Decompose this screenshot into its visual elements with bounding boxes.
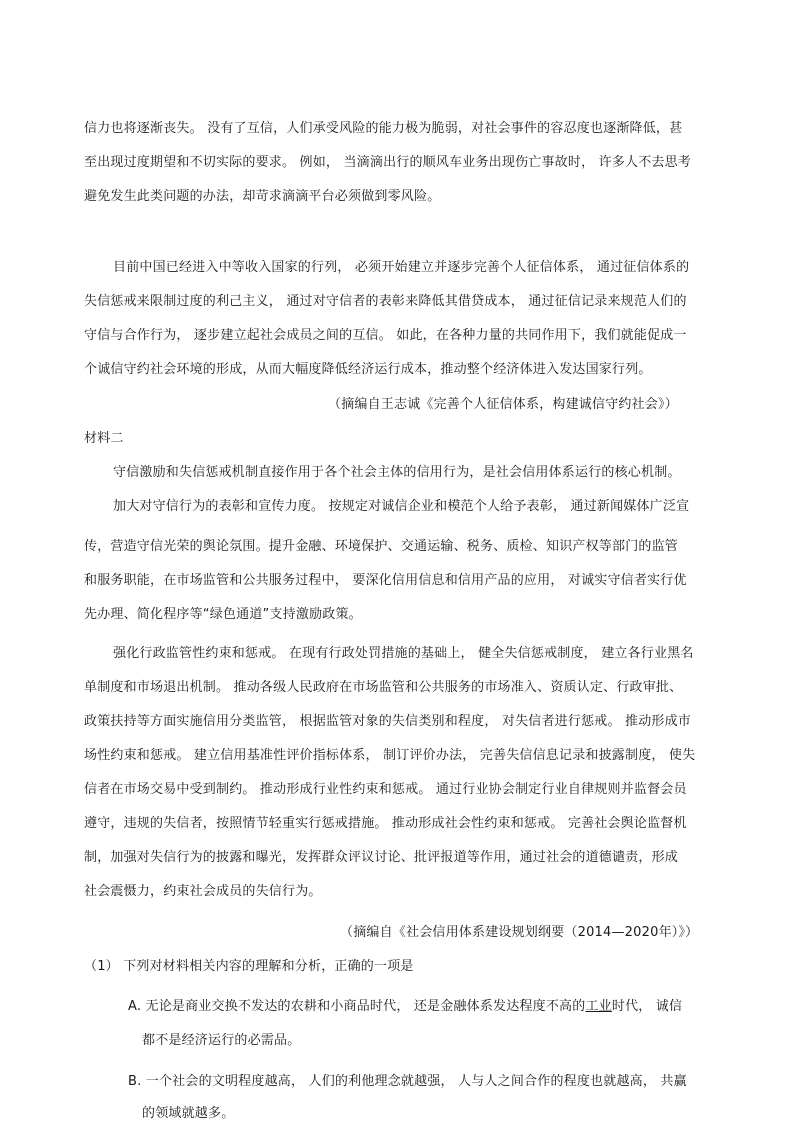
paragraph-line: 单制度和市场退出机制。 推动各级人民政府在市场监管和公共服务的市场准入、资质认定、行政审批、 (84, 680, 683, 695)
paragraph-line: 守信激励和失信惩戒机制直接作用于各个社会主体的信用行为，是社会信用体系运行的核心机制。 (113, 465, 681, 480)
paragraph-line: 场性约束和惩戒。 建立信用基准性评价指标体系， 制订评价办法， 完善失信信息记录和披露制度， 使失 (84, 748, 696, 763)
option-a-text: A. 无论是商业交换不发达的农耕和小商品时代， 还是金融体系发达程度不高的 (128, 999, 586, 1014)
paragraph-line: 强化行政监管性约束和惩戒。 在现有行政处罚措施的基础上， 健全失信惩戒制度， 建立各行业黑名 (113, 646, 694, 661)
paragraph-line: 政策扶持等方面实施信用分类监管， 根据监管对象的失信类别和程度， 对失信者进行惩戒。 推动形成市 (84, 714, 691, 729)
paragraph-line: 遵守，违规的失信者，按照情节轻重实行惩戒措施。 推动形成社会性约束和惩戒。 完善社会舆论监督机 (84, 816, 687, 831)
option-a-underlined-word: 工业 (585, 999, 612, 1014)
paragraph-line: 社会震慑力，约束社会成员的失信行为。 (84, 884, 322, 899)
source-citation: （摘编自王志诚《完善个人征信体系，构建诚信守约社会》） (328, 397, 678, 412)
paragraph-line: 失信惩戒来限制过度的利己主义， 通过对守信者的表彰来降低其借贷成本， 通过征信记录来规范人们的 (84, 294, 687, 309)
paragraph-line: 个诚信守约社会环境的形成，从而大幅度降低经济运行成本，推动整个经济体进入发达国家行列。 (84, 362, 652, 377)
option-a-line2: 都不是经济运行的必需品。 (142, 1033, 301, 1048)
option-a (128, 998, 682, 1016)
paragraph-line: 信力也将逐渐丧失。 没有了互信，人们承受风险的能力极为脆弱，对社会事件的容忍度也逐渐降低，甚 (84, 121, 683, 136)
paragraph-line: 避免发生此类问题的办法，却苛求滴滴平台必须做到零风险。 (84, 189, 441, 204)
paragraph-line: 制，加强对失信行为的披露和曝光，发挥群众评议讨论、批评报道等作用，通过社会的道德谴责，形成 (84, 850, 679, 865)
section-title: 材料二 (84, 431, 124, 446)
source-citation: （摘编自《社会信用体系建设规划纲要（2014—2020年）》） (340, 925, 699, 940)
paragraph-line: 加大对守信行为的表彰和宣传力度。 按规定对诚信企业和模范个人给予表彰， 通过新闻媒体广泛宣 (113, 499, 690, 514)
question-stem: （1） 下列对材料相关内容的理解和分析，正确的一项是 (84, 959, 414, 974)
paragraph-line: 信者在市场交易中受到制约。 推动形成行业性约束和惩戒。 通过行业协会制定行业自律规则并监督会员 (84, 782, 687, 797)
paragraph-line: 至出现过度期望和不切实际的要求。 例如， 当滴滴出行的顺风车业务出现伤亡事故时， 许多人不去思考 (84, 155, 691, 170)
option-b-line2: 的领域就越多。 (142, 1106, 235, 1121)
option-b: B. 一个社会的文明程度越高， 人们的利他理念就越强， 人与人之间合作的程度也就越高， 共赢 (128, 1074, 687, 1089)
paragraph-line: 传，营造守信光荣的舆论氛围。提升金融、环境保护、交通运输、税务、质检、知识产权等部门的监管 (84, 539, 679, 554)
paragraph-line: 守信与合作行为， 逐步建立起社会成员之间的互信。 如此，在各种力量的共同作用下，我们就能促成一 (84, 328, 687, 343)
paragraph-line: 目前中国已经进入中等收入国家的行列， 必须开始建立并逐步完善个人征信体系， 通过征信体系的 (113, 260, 690, 275)
paragraph-line: 先办理、简化程序等“绿色通道”支持激励政策。 (84, 607, 362, 622)
option-a-text-tail: 时代， 诚信 (611, 999, 683, 1014)
paragraph-line: 和服务职能，在市场监管和公共服务过程中， 要深化信用信息和信用产品的应用， 对诚实守信者实行优 (84, 573, 687, 588)
